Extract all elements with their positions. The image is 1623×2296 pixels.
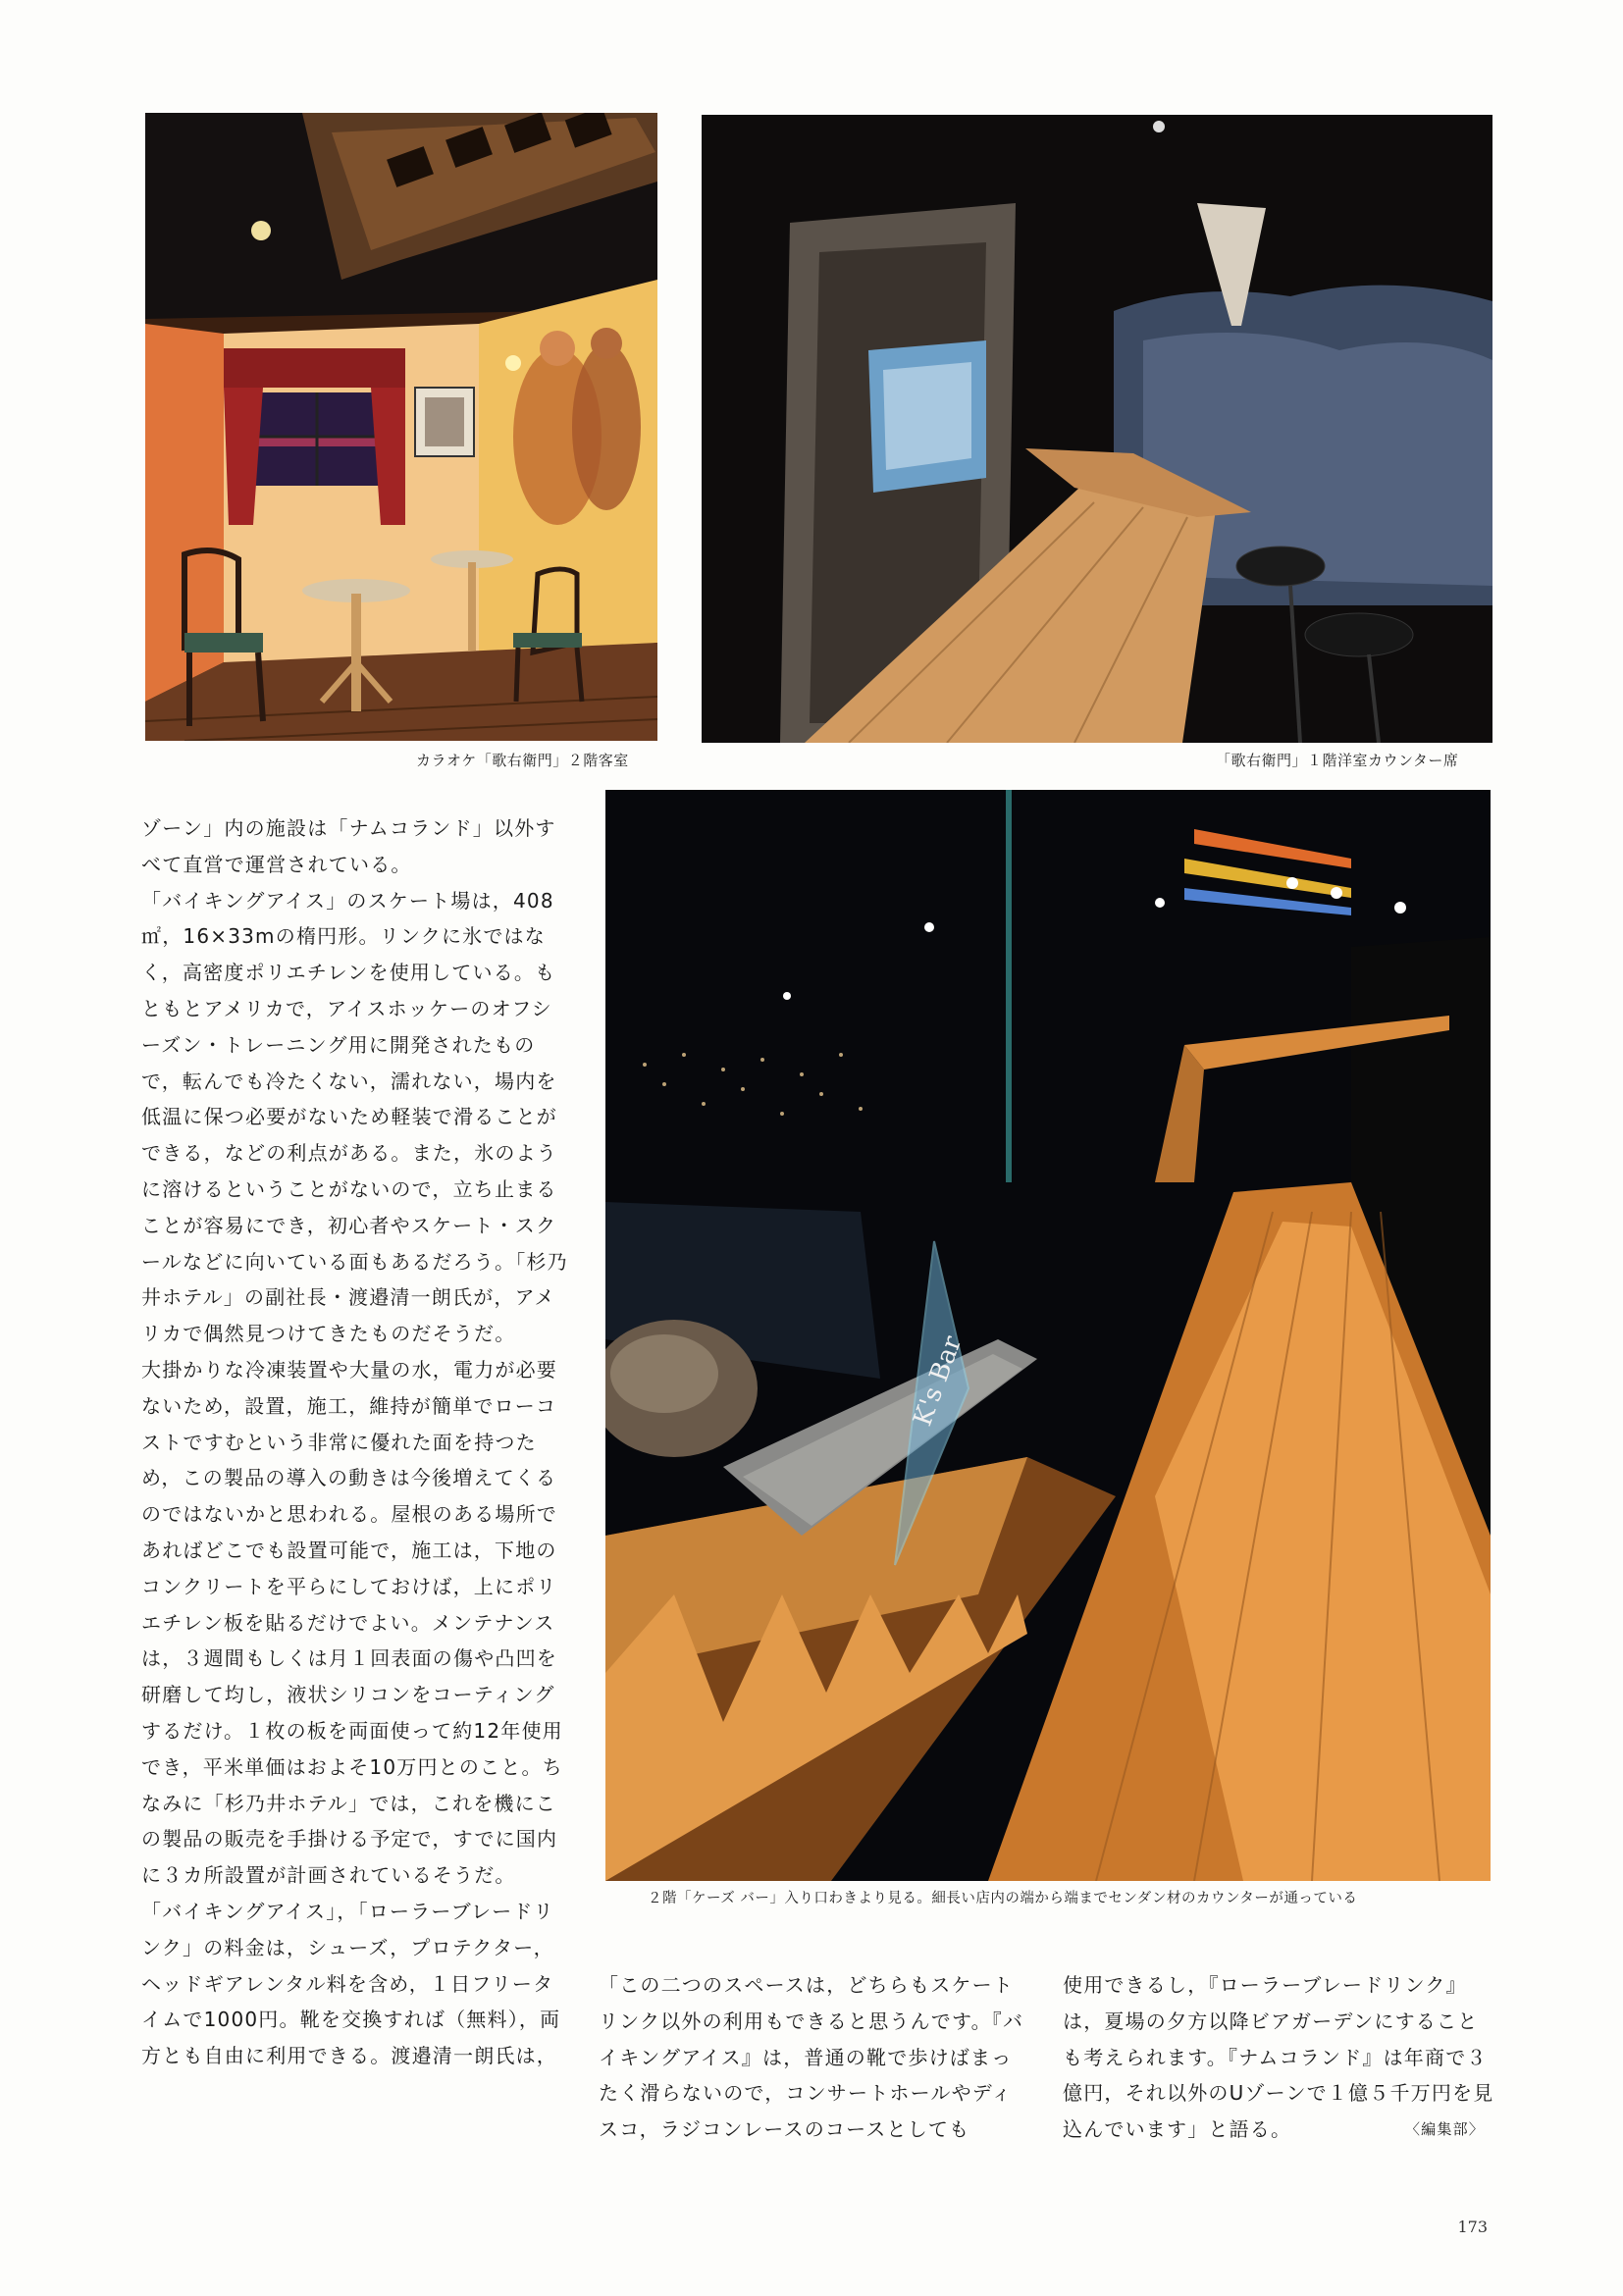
paragraph: [1063, 1967, 1494, 2148]
ks-bar-sign-text: K's Bar: [908, 1331, 969, 1431]
paragraph: 「バイキングアイス」のスケート場は，408㎡，16×33mの楕円形。リンクに氷ではなく，高密度ポリエチレンを使用している。もともとアメリカで，アイスホッケーのオフシーズン・トレーニング用に開発されたもので，転んでも冷たくない，濡れない，場内を低温に保つ必要がないため軽装で滑ることができる，などの利点がある。また，氷のように溶けるということがないので，立ち止まることが容易にでき，初心者やスケート・スクールなどに向いている面もあるだろう。「杉乃井ホテル」の副社長・渡邉清一朗氏が，アメリカで偶然見つけてきたものだそうだ。: [141, 888, 568, 1346]
page-number: 173: [1457, 2218, 1488, 2236]
ks-bar-illustration: [605, 790, 1491, 1881]
caption-karaoke-room: カラオケ「歌右衛門」２階客室: [416, 752, 629, 769]
caption-ks-bar: ２階「ケーズ バー」入り口わきより見る。細長い店内の端から端までセンダン材のカウンターが通っている: [648, 1891, 1358, 1906]
photo-counter-seats: [702, 115, 1492, 743]
paragraph: 大掛かりな冷凍装置や大量の水，電力が必要ないため，設置，施工，維持が簡単でローコストですむという非常に優れた面を持つため，この製品の導入の動きは今後増えてくるのではないかと思われる。屋根のある場所であればどこでも設置可能で，施工は，下地のコンクリートを平らにしておけば，上にポリエチレン板を貼るだけでよい。メンテナンスは，３週間もしくは月１回表面の傷や凸凹を研磨して均し，液状シリコンをコーティングするだけ。１枚の板を両面使って約12年使用でき，平米単価はおよそ10万円とのこと。ちなみに「杉乃井ホテル」では，これを機にこの製品の販売を手掛ける予定で，すでに国内に３カ所設置が計画されているそうだ。: [141, 1357, 563, 1888]
paragraph: 「この二つのスペースは，どちらもスケートリンク以外の利用もできると思うんです。『バイキングアイス』は，普通の靴で歩けばまったく滑らないので，コンサートホールやディスコ，ラジコンレースのコースとしても: [599, 1973, 1024, 2142]
paragraph-text: 使用できるし，『ローラーブレードリンク』は，夏場の夕方以降ビアガーデンにすることも考えられます。『ナムコランド』は年商で３億円，それ以外のUゾーンで１億５千万円を見込んでいます」と語る。: [1063, 1973, 1494, 2142]
photo-karaoke-room: [145, 113, 657, 741]
counter-seats-illustration: [702, 115, 1492, 743]
article-right-column: [1063, 1967, 1494, 2148]
caption-counter-seats: 「歌右衛門」１階洋室カウンター席: [1216, 752, 1459, 769]
editor-signature: 〈編集部〉: [1404, 2120, 1485, 2139]
karaoke-room-illustration: [145, 113, 657, 741]
article-middle-column: [599, 1967, 1030, 2148]
paragraph: 「バイキングアイス」，「ローラーブレードリンク」の料金は，シューズ，プロテクター，ヘッドギアレンタル料を含め，１日フリータイムで1000円。靴を交換すれば（無料），両方とも自由に利用できる。渡邉清一朗氏は，: [141, 1899, 561, 2068]
photo-ks-bar: [605, 790, 1491, 1881]
paragraph: ゾーン」内の施設は「ナムコランド」以外すべて直営で運営されている。: [141, 816, 556, 876]
article-left-column: [141, 810, 568, 2074]
